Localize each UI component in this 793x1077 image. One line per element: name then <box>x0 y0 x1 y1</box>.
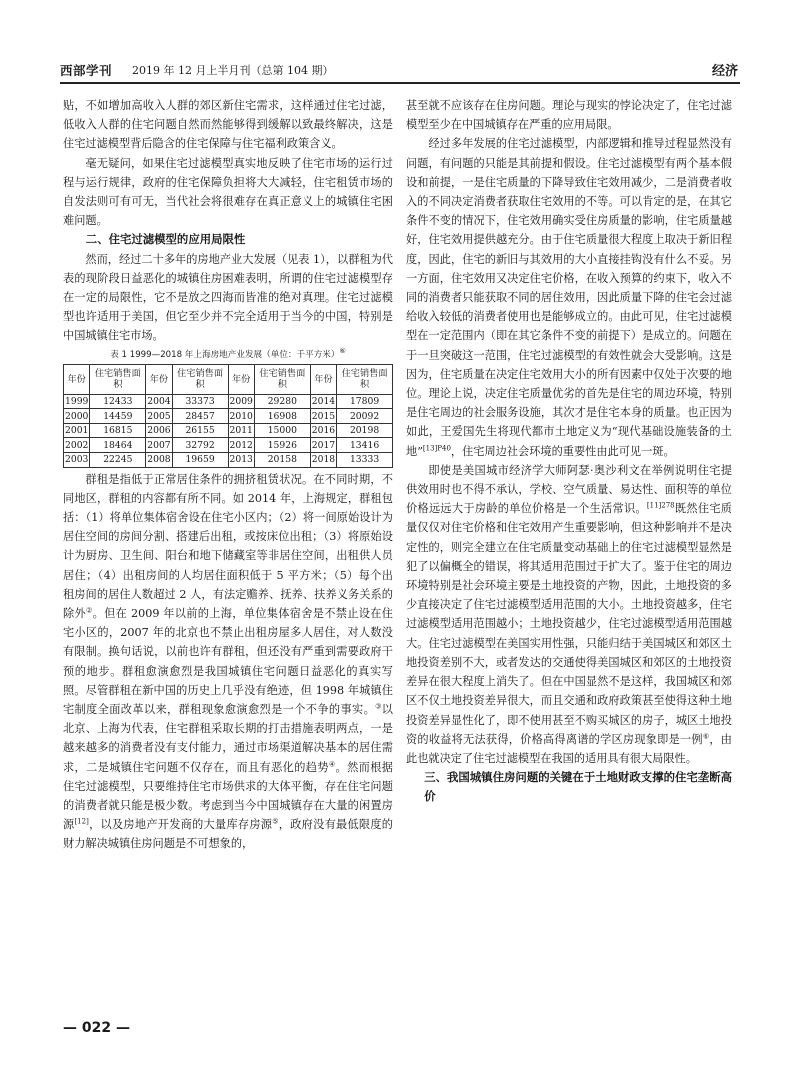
table-cell: 2014 <box>311 395 336 407</box>
citation-ref: [13]P40 <box>422 443 451 452</box>
citation-ref: [12] <box>74 817 89 826</box>
footnote-ref: ⑥ <box>702 731 710 740</box>
paragraph: 然而，经过二十多年的房地产业大发展（见表 1），以群租为代表的现阶段日益恶化的城镇住房困难表明，所谓的住宅过滤模型存在一定的局限性，它不是放之四海而皆准的绝对真理。住宅过滤模型也许适用于美国，但它至少并不完全适用于当今的中国，特别是中国城镇住宅市场。 <box>63 252 393 343</box>
citation-ref: [11]278 <box>646 501 675 510</box>
footnote-ref: ⑤ <box>272 817 279 826</box>
table-cell: 20198 <box>337 423 393 438</box>
left-column <box>63 96 393 854</box>
table-cell: 15926 <box>254 438 310 453</box>
table-header-cell: 住宅销售面积 <box>90 364 146 394</box>
table-cell: 2006 <box>147 425 171 437</box>
text-run: 。然而根据住宅过滤模型，只要维持住宅市场供求的大体平衡，存在住宅问题的消费者就只能是极少数。考虑到当今中国城镇存在大量的闲置房源 <box>63 760 393 832</box>
right-column <box>406 96 732 807</box>
table-cell: 32792 <box>172 438 228 453</box>
table-cell: 22245 <box>90 453 146 468</box>
table-cell: 2001 <box>65 425 89 437</box>
paragraph <box>63 470 393 854</box>
table-cell: 2003 <box>65 454 89 466</box>
table-cell: 16815 <box>90 423 146 438</box>
text-run: 以北京、上海为代表，住宅群租采取长期的打击措施表明两点，一是越来越多的消费者没有支付能力，通过市场渠道解决基本的居住需求，二是城镇住宅问题不仅存在，而且有恶化的趋势 <box>63 703 393 774</box>
paragraph: 贴，不如增加高收入人群的郊区新住宅需求，这样通过住宅过滤，低收入人群的住宅问题自然而然能够得到缓解以致最终解决，这是住宅过滤模型背后隐含的住宅保障与住宅福利政策含义。 <box>63 99 393 151</box>
footnote-ref: ④ <box>328 759 336 768</box>
text-run: ，以及房地产开发商的大量库存房源 <box>88 818 273 832</box>
text-run: 群租是指低于正常居住条件的拥挤租赁状况。在不同时期，不同地区，群租的内容都有所不同。如 2014 年，上海规定，群租包括：（1）将单位集体宿舍设在住宅小区内；（2）将一间原始设计为居住空间的房间分割、搭建后出租，或按床位出租；（3）将原始设计为厨房、卫生间、阳台和地下储藏室等非居住空间，出租供人员居住；（4）出租房间的人均居住面积低于 5 平方米；（5）每个出租房间的居住人数超过 2 人，有法定赡养、抚养、扶养义务关系的除外 <box>63 472 393 621</box>
table-cell: 17809 <box>337 394 393 409</box>
text-run: ，住宅周边社会环境的重要性由此可见一斑。 <box>450 444 675 458</box>
table-header-row <box>64 364 393 394</box>
table-cell: 12433 <box>90 394 146 409</box>
table-cell: 15000 <box>254 423 310 438</box>
table-row <box>64 394 393 409</box>
table-row <box>64 453 393 468</box>
table-cell: 29280 <box>254 394 310 409</box>
table-cell: 33373 <box>172 394 228 409</box>
table-row <box>64 423 393 438</box>
table-cell: 2012 <box>229 439 253 451</box>
table-cell: 14459 <box>90 409 146 424</box>
section-heading: 三、我国城镇住房问题的关键在于土地财政支撑的住宅垄断高价 <box>424 770 732 804</box>
table-header-cell: 住宅销售面积 <box>337 364 393 394</box>
table-header-cell: 年份 <box>228 364 254 394</box>
paragraph: 甚至就不应该存在住房问题。理论与现实的悖论决定了，住宅过滤模型至少在中国城镇存在严重的应用局限。 <box>406 99 732 132</box>
paragraph <box>406 134 732 460</box>
table-header-cell: 年份 <box>64 364 90 394</box>
page-number: — 022 — <box>63 1020 130 1036</box>
table-cell: 2002 <box>65 439 89 451</box>
text-run: 即使是美国城市经济学大师阿瑟·奥沙利文在举例说明住宅提供效用时也不得不承认，学校、空气质量、易达性、面积等的单位价格远远大于房龄的单位价格是一个生活常识。 <box>406 463 732 516</box>
table-cell: 2008 <box>147 454 171 466</box>
section-label: 经济 <box>711 64 738 79</box>
table-cell: 2000 <box>65 410 89 422</box>
table-cell: 2007 <box>147 439 171 451</box>
table-cell: 2010 <box>229 410 253 422</box>
table-cell: 13416 <box>337 438 393 453</box>
table-header-cell: 年份 <box>146 364 172 394</box>
text-run: 。但在 2009 年以前的上海，单位集体宿舍是不禁止设在住宅小区的，2007 年的北京也不禁止出租房屋多人居住，对人数没有限制。换句话说，以前也许有群租，但还没有严重到需要政府干预的地步。群租愈演愈烈是我国城镇住宅问题日益恶化的真实写照。尽管群租在新中国的历史上几乎没有绝迹，但 1998 年城镇住宅制度全面改革以来，群租现象愈演愈烈是一个不争的事实。 <box>63 607 393 717</box>
table-cell: 19659 <box>172 453 228 468</box>
table-header-cell: 住宅销售面积 <box>172 364 228 394</box>
table-row <box>64 409 393 424</box>
footnote-ref: ⑥ <box>339 346 346 355</box>
table-caption-text: 表 1 1999—2018 年上海房地产业发展（单位：千平方米） <box>110 349 340 360</box>
table-cell: 2017 <box>311 439 336 451</box>
table-cell: 28457 <box>172 409 228 424</box>
table-cell: 1999 <box>65 395 89 407</box>
footnote-ref: ② <box>86 606 93 615</box>
text-run: ，政府没有最低限度的财力解决城镇住房问题是不可想象的， <box>63 818 393 851</box>
running-header <box>60 58 740 84</box>
paragraph: 毫无疑问，如果住宅过滤模型真实地反映了住宅市场的运行过程与运行规律，政府的住宅保障负担将大大减轻，住宅租赁市场的自发法则可有可无，当代社会将很难存在真正意义上的城镇住宅困难问题。 <box>63 156 393 228</box>
table-cell: 2011 <box>229 425 253 437</box>
table-header-cell: 年份 <box>310 364 336 394</box>
table-cell: 20092 <box>337 409 393 424</box>
table-cell: 2018 <box>311 454 336 466</box>
table-cell: 20158 <box>254 453 310 468</box>
footnote-ref: ③ <box>375 702 382 711</box>
text-run: 既然住宅质量仅仅对住宅价格和住宅效用产生重要影响，但这种影响并不是决定性的，则完全建立在住宅质量变动基础上的住宅过滤模型显然是犯了以偏概全的错误，将其适用范围过于扩大了。鉴于住宅的周边环境特别是社会环境主要是土地投资的产物，因此，土地投资的多少直接决定了住宅过滤模型适用范围的大小。土地投资越多，住宅过滤模型适用范围越小；土地投资越少，住宅过滤模型适用范围越大。住宅过滤模型在美国实用性强，只能归结于美国城区和郊区土地投资差别不大，或者发达的交通使得美国城区和郊区的土地投资差异在很大程度上消失了。但在中国显然不是这样，我国城区和郊区不仅土地投资差异很大，而且交通和政府政策甚至使得这种土地投资差异显性化了，即不使用甚至不购买城区的房子，城区土地投资的收益将无法获得，价格高得离谱的学区房现象即是一例 <box>406 502 732 746</box>
table-cell: 2015 <box>311 410 336 422</box>
table-cell: 13333 <box>337 453 393 468</box>
table-row <box>64 438 393 453</box>
table-cell: 2009 <box>229 395 253 407</box>
paragraph <box>406 461 732 768</box>
text-run: 经过多年发展的住宅过滤模型，内部逻辑和推导过程显然没有问题，有问题的只能是其前提和假设。住宅过滤模型有两个基本假设和前提，一是住宅质量的下降导致住宅效用减少，二是消费者收入的不同决定消费者获取住宅效用的不等。可以肯定的是，在其它条件不变的情况下，住宅效用确实受住房质量的影响，住宅质量越好，住宅效用提供越充分。由于住宅质量很大程度上取决于新旧程度，因此，住宅的新旧与其效用的大小直接挂钩没有什么不妥。另一方面，住宅效用又决定住宅价格，在收入预算的约束下，收入不同的消费者只能获取不同的居住效用，因此质量下降的住宅会过滤给收入较低的消费者使用也是能够成立的。由此可见，住宅过滤模型在一定范围内（即在其它条件不变的前提下）是成立的。问题在于一旦突破这一范围，住宅过滤模型的有效性就会大受影响。这是因为，住宅质量在决定住宅效用大小的所有因素中仅处于次要的地位。理论上说，决定住宅质量优劣的首先是住宅的周边环境，特别是住宅周边的社会服务设施，其次才是住宅本身的质量。也正因为如此，王爱国先生将现代都市土地定义为“现代基础设施装备的土地” <box>406 137 732 458</box>
table-cell: 2013 <box>229 454 253 466</box>
journal-name: 西部学刊 <box>60 63 113 78</box>
text-run: ，由此也就决定了住宅过滤模型在我国的适用具有很大局限性。 <box>406 732 732 765</box>
table-cell: 26155 <box>172 423 228 438</box>
table-cell: 2004 <box>147 395 171 407</box>
table-caption <box>63 346 393 362</box>
section-heading: 二、住宅过滤模型的应用局限性 <box>85 232 246 247</box>
table-header-cell: 住宅销售面积 <box>254 364 310 394</box>
issue-info: 2019 年 12 月上半月刊（总第 104 期） <box>132 64 334 77</box>
table-cell: 2005 <box>147 410 171 422</box>
table-cell: 2016 <box>311 425 336 437</box>
table-cell: 18464 <box>90 438 146 453</box>
housing-sales-table <box>63 364 393 468</box>
table-cell: 16908 <box>254 409 310 424</box>
